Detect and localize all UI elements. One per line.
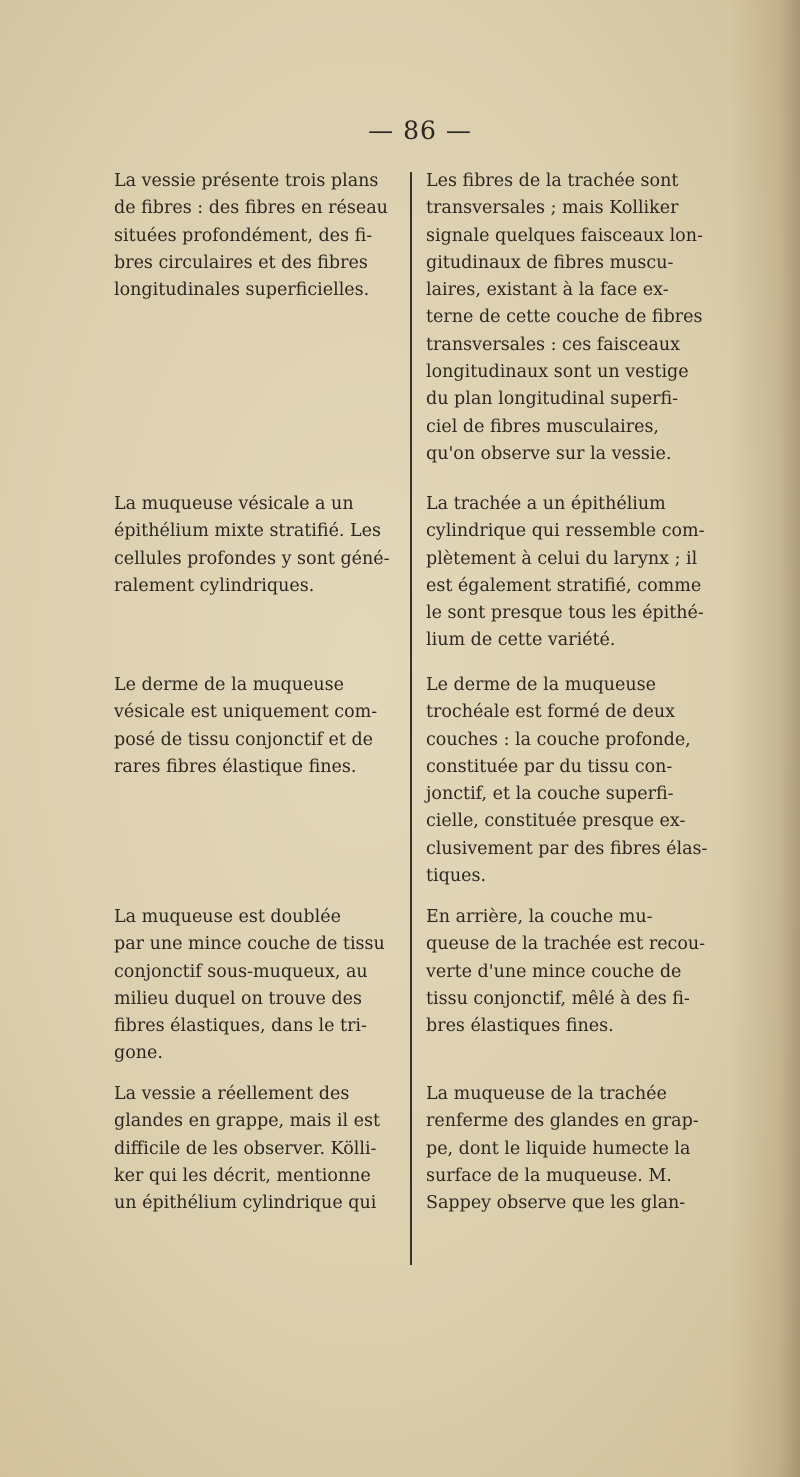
left-paragraph-2: La muqueuse vésicale a un épithélium mixte stratifié. Les cellules profondes y sont géné- ralement cylindriques. xyxy=(114,494,390,596)
right-paragraph-5: La muqueuse de la trachée renferme des glandes en grap- pe, dont le liquide humecte la surface de la muqueuse. M. Sappey observe que les glan- xyxy=(426,1084,699,1214)
right-paragraph-3: Le derme de la muqueuse trochéale est formé de deux couches : la couche profonde, constituée par du tissu con- jonctif, et la couche superfi- cielle, constituée presque ex- clusivement par des fibres élas- tiques. xyxy=(426,675,708,887)
right-paragraph-1: Les fibres de la trachée sont transversales ; mais Kolliker signale quelques faisceaux lon- gitudinaux de fibres muscu- laires, existant à la face ex- terne de cette couche de fibres transversales : ces faisceaux longitudinaux sont un vestige du plan longitudinal superfi- ciel de fibres musculaires, qu'on observe sur la vessie. xyxy=(426,171,703,464)
left-paragraph-5: La vessie a réellement des glandes en grappe, mais il est difficile de les observer. Kölli- ker qui les décrit, mentionne un épithélium cylindrique qui xyxy=(114,1084,380,1214)
page-number: — 86 — xyxy=(368,116,472,145)
page-edge-shadow xyxy=(730,0,800,1477)
right-paragraph-2: La trachée a un épithélium cylindrique qui ressemble com- plètement à celui du larynx ; il est également stratifié, comme le sont presque tous les épithé- lium de cette variété. xyxy=(426,494,705,651)
column-divider xyxy=(410,172,412,1265)
left-paragraph-3: Le derme de la muqueuse vésicale est uniquement com- posé de tissu conjonctif et de rares fibres élastique fines. xyxy=(114,675,378,777)
left-paragraph-1: La vessie présente trois plans de fibres : des fibres en réseau situées profondément, des fi- bres circulaires et des fibres longitudinales superficielles. xyxy=(114,171,388,301)
left-paragraph-4: La muqueuse est doublée par une mince couche de tissu conjonctif sous-muqueux, au milieu duquel on trouve des fibres élastiques, dans le tri- gone. xyxy=(114,907,385,1064)
right-paragraph-4: En arrière, la couche mu- queuse de la trachée est recou- verte d'une mince couche de tissu conjonctif, mêlé à des fi- bres élastiques fines. xyxy=(426,907,706,1037)
